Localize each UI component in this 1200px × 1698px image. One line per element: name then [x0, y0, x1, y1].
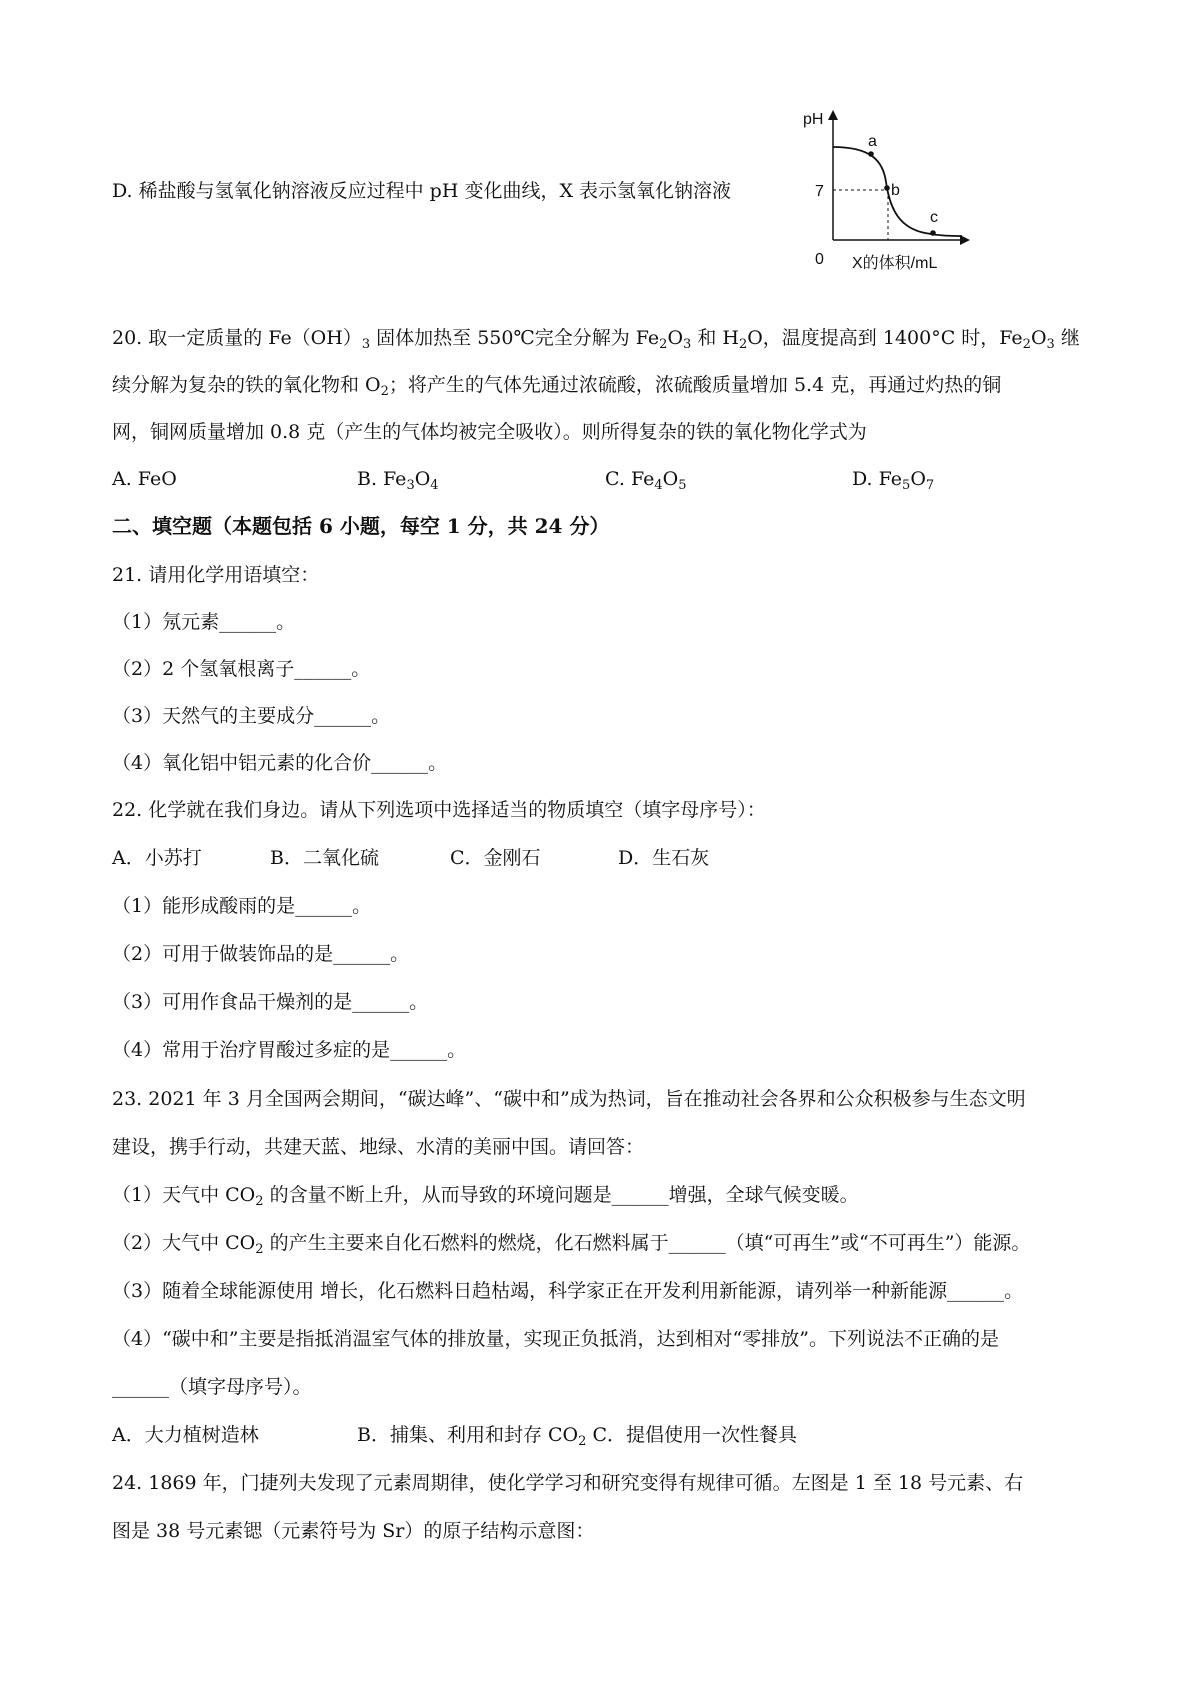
q21-item-3: （3）天然气的主要成分______。: [112, 705, 391, 727]
q20-option-b: B. $Fe_3O_4$: [357, 468, 439, 493]
q24-line-1: 24. 1869 年，门捷列夫发现了元素周期律，使化学学习和研究变得有规律可循。左图是 1 至 18 号元素、右: [112, 1472, 1024, 1494]
point-c-dot: [930, 230, 936, 236]
q23-item-1: （1）天气中 $CO_2$ 的含量不断上升，从而导致的环境问题是______增强，全球气候变暖。: [112, 1184, 859, 1209]
q22-choice-b: B．二氧化硫: [270, 847, 379, 869]
q21-item-1: （1）氖元素______。: [112, 611, 296, 633]
ph-curve-chart: [800, 110, 1020, 290]
q23-choice-a: A．大力植树造林: [112, 1424, 259, 1446]
q22-choice-c: C．金刚石: [450, 847, 541, 869]
point-a-dot: [868, 151, 874, 157]
q22-item-4: （4）常用于治疗胃酸过多症的是______。: [112, 1039, 467, 1061]
q23-choice-b-c: B．捕集、利用和封存 $CO_2$ C．提倡使用一次性餐具: [357, 1424, 797, 1449]
y-axis-arrow: [828, 110, 838, 120]
origin-label: 0: [815, 251, 824, 268]
q19-option-d: D. 稀盐酸与氢氧化钠溶液反应过程中 pH 变化曲线，X 表示氢氧化钠溶液: [112, 180, 732, 202]
y-tick-label: 7: [815, 183, 824, 200]
q23-item-4-line-1: （4）“碳中和”主要是指抵消温室气体的排放量，实现正负抵消，达到相对“零排放”。下列说法不正确的是: [112, 1328, 999, 1350]
q22-choice-a: A．小苏打: [112, 847, 202, 869]
point-c-label: c: [930, 209, 938, 226]
q20-option-a: A. FeO: [112, 468, 177, 490]
q24-line-2: 图是 38 号元素锶（元素符号为 Sr）的原子结构示意图：: [112, 1520, 595, 1542]
chart-axes: [828, 110, 970, 245]
q22-item-3: （3）可用作食品干燥剂的是______。: [112, 991, 429, 1013]
q21-item-2: （2）2 个氢氧根离子______。: [112, 658, 371, 680]
point-b-dot: [884, 185, 890, 191]
q23-line-1: 23. 2021 年 3 月全国两会期间，“碳达峰”、“碳中和”成为热词，旨在推动社会各界和公众积极参与生态文明: [112, 1088, 1026, 1110]
q23-line-2: 建设，携手行动，共建天蓝、地绿、水清的美丽中国。请回答：: [112, 1136, 645, 1158]
q23-item-3: （3）随着全球能源使用 增长，化石燃料日趋枯竭，科学家正在开发利用新能源，请列举一种新能源______。: [112, 1280, 1024, 1302]
q20-option-d: D. $Fe_5O_7$: [852, 468, 935, 493]
q23-item-4-line-2: ______（填字母序号）。: [112, 1376, 312, 1398]
q20-line-2: 续分解为复杂的铁的氧化物和 $O_2$；将产生的气体先通过浓硫酸，浓硫酸质量增加 5.4 克，再通过灼热的铜: [112, 374, 1002, 399]
y-axis-label: pH: [803, 111, 824, 128]
q21-stem: 21. 请用化学用语填空：: [112, 564, 320, 586]
q23-item-2: （2）大气中 $CO_2$ 的产生主要来自化石燃料的燃烧，化石燃料属于______（填“可再生”或“不可再生”）能源。: [112, 1232, 1031, 1257]
q20-line-3: 网，铜网质量增加 0.8 克（产生的气体均被完全吸收）。则所得复杂的铁的氧化物化学式为: [112, 421, 867, 443]
q20-line-1: 20. 取一定质量的 $Fe(OH)_3$ 固体加热至 550℃完全分解为 $Fe_2O_3$ 和 $H_2O$，温度提高到 1400°C 时，$Fe_2O_3$ 继: [112, 327, 1080, 352]
q22-choice-d: D．生石灰: [618, 847, 710, 869]
x-axis-label: X的体积/mL: [852, 255, 938, 272]
q22-item-2: （2）可用于做装饰品的是______。: [112, 943, 410, 965]
q22-item-1: （1）能形成酸雨的是______。: [112, 895, 372, 917]
section-2-title: 二、填空题（本题包括 6 小题，每空 1 分，共 24 分）: [112, 514, 610, 538]
q21-item-4: （4）氧化铝中铝元素的化合价______。: [112, 752, 448, 774]
q22-stem: 22. 化学就在我们身边。请从下列选项中选择适当的物质填空（填字母序号）：: [112, 799, 766, 821]
point-a-label: a: [868, 133, 877, 150]
q20-option-c: C. $Fe_4O_5$: [605, 468, 687, 493]
point-b-label: b: [891, 182, 900, 199]
